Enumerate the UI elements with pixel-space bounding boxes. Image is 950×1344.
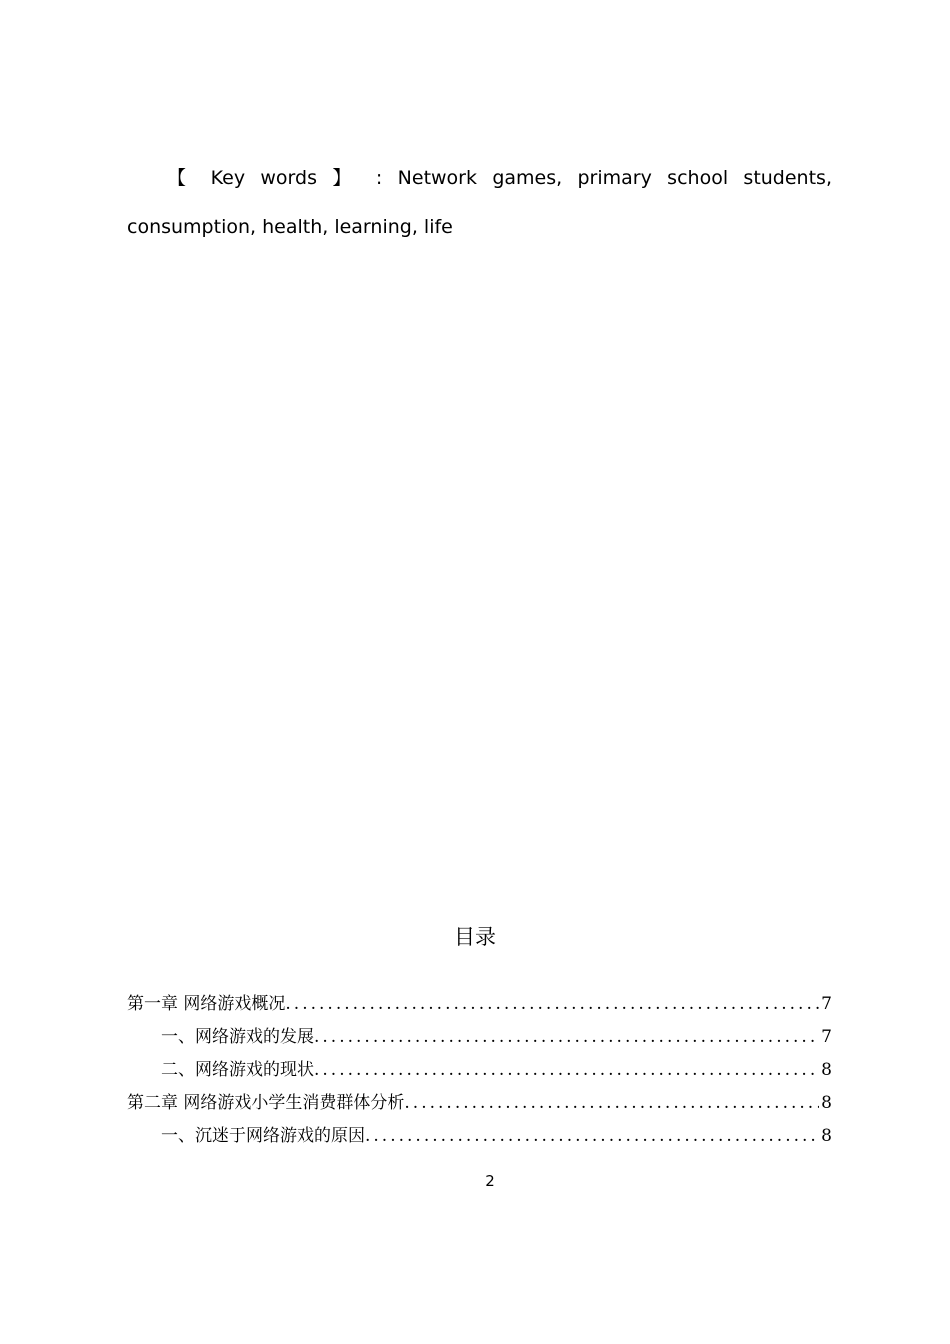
toc-entry-page: 8 xyxy=(821,1060,832,1080)
toc-entry-label: 一、沉迷于网络游戏的原因 xyxy=(161,1126,365,1146)
toc-dot-leader xyxy=(314,1054,819,1087)
toc-title: 目录 xyxy=(454,925,496,949)
toc-entry-page: 7 xyxy=(821,994,832,1014)
keywords-paragraph: 【 Key words 】 : Network games, primary school students, consumption, health, learning, life xyxy=(127,167,832,238)
toc-entry-page: 8 xyxy=(821,1093,832,1113)
toc-entry[interactable] xyxy=(127,988,832,1021)
toc-dot-leader xyxy=(285,988,819,1021)
toc-entry[interactable] xyxy=(127,1054,832,1087)
toc-entry[interactable] xyxy=(127,1087,832,1120)
toc-entry-label: 一、网络游戏的发展 xyxy=(161,1027,314,1047)
toc-entry[interactable] xyxy=(127,1021,832,1054)
toc-dot-leader xyxy=(365,1120,819,1153)
table-of-contents xyxy=(127,988,832,1153)
toc-entry-page: 8 xyxy=(821,1126,832,1146)
toc-dot-leader xyxy=(404,1087,819,1120)
toc-entry[interactable] xyxy=(127,1120,832,1153)
toc-dot-leader xyxy=(314,1021,819,1054)
toc-entry-label: 第二章 网络游戏小学生消费群体分析 xyxy=(127,1093,405,1113)
toc-entry-page: 7 xyxy=(821,1027,832,1047)
toc-entry-label: 第一章 网络游戏概况 xyxy=(127,994,286,1014)
page-number: 2 xyxy=(485,1172,495,1190)
toc-entry-label: 二、网络游戏的现状 xyxy=(161,1060,314,1080)
